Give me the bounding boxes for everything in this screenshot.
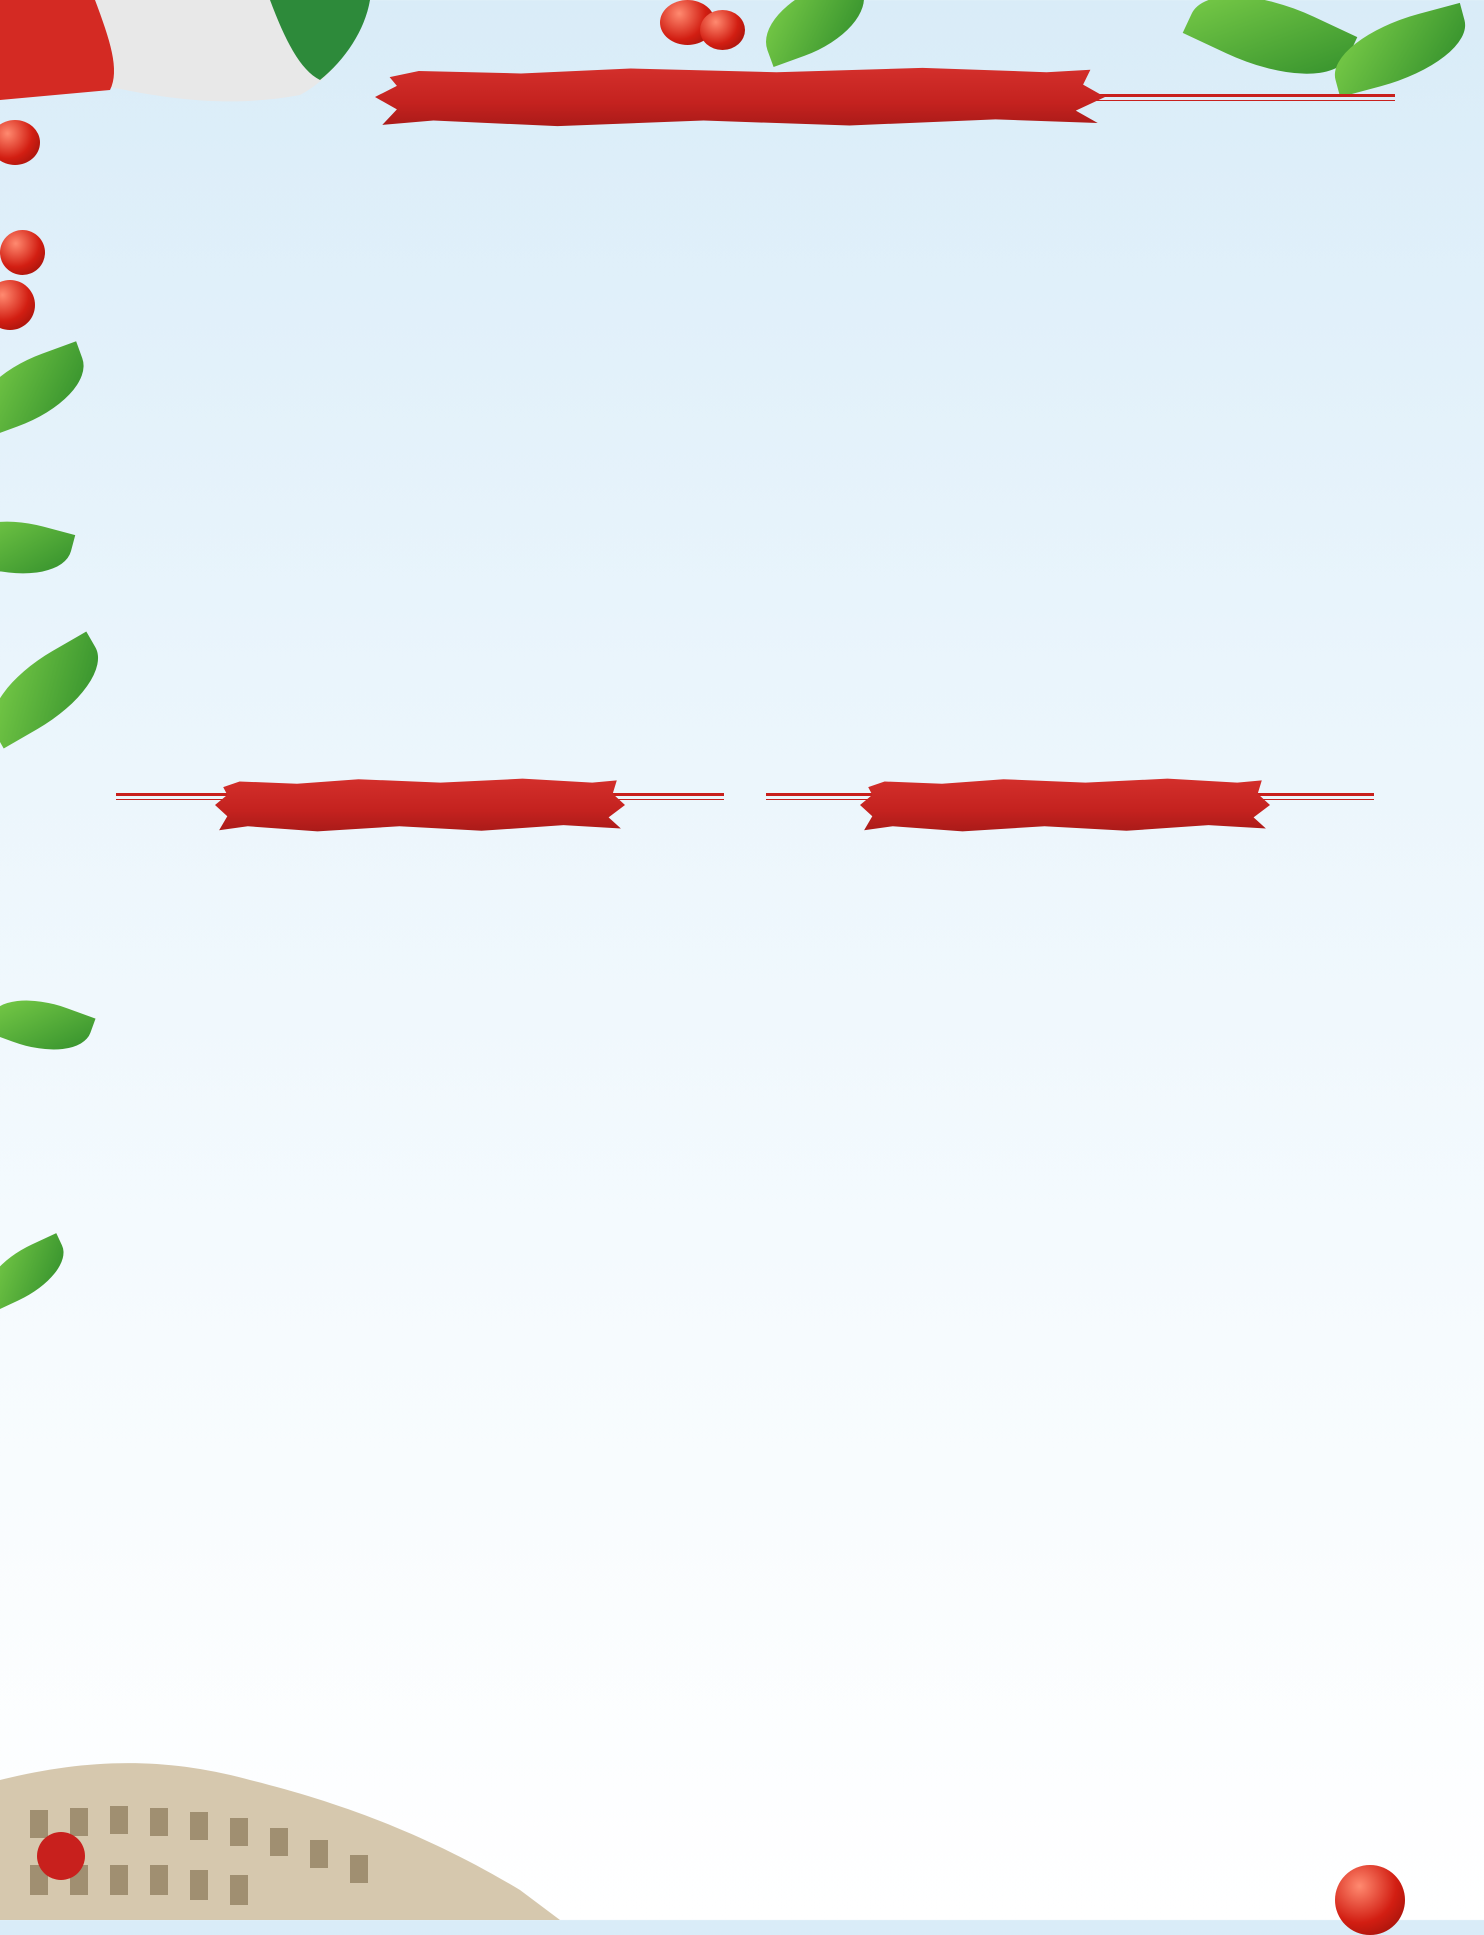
italian-flag-image bbox=[0, 0, 370, 115]
basil-leaf-image bbox=[0, 984, 96, 1065]
hors-banner bbox=[860, 777, 1270, 833]
specialty-banner bbox=[375, 66, 1105, 128]
basil-leaf-image bbox=[1325, 3, 1476, 97]
tomato-image bbox=[0, 230, 45, 275]
basil-leaf-image bbox=[0, 341, 97, 438]
basil-leaf-image bbox=[0, 1233, 75, 1312]
basil-leaf-image bbox=[753, 0, 877, 67]
basil-leaf-image bbox=[0, 507, 75, 589]
tomato-image bbox=[660, 0, 715, 45]
page-number bbox=[37, 1832, 85, 1880]
buffet-banner bbox=[215, 777, 625, 833]
basil-leaf-image bbox=[0, 632, 116, 749]
basil-leaf-image bbox=[1183, 0, 1358, 101]
banner-brush bbox=[860, 777, 1270, 833]
tomato-image bbox=[0, 280, 35, 330]
banner-brush bbox=[215, 777, 625, 833]
tomato-image bbox=[700, 10, 745, 50]
tomato-image bbox=[1335, 1865, 1405, 1935]
tomato-image bbox=[0, 120, 40, 165]
colosseum-image bbox=[0, 1720, 600, 1920]
banner-brush bbox=[375, 66, 1105, 128]
